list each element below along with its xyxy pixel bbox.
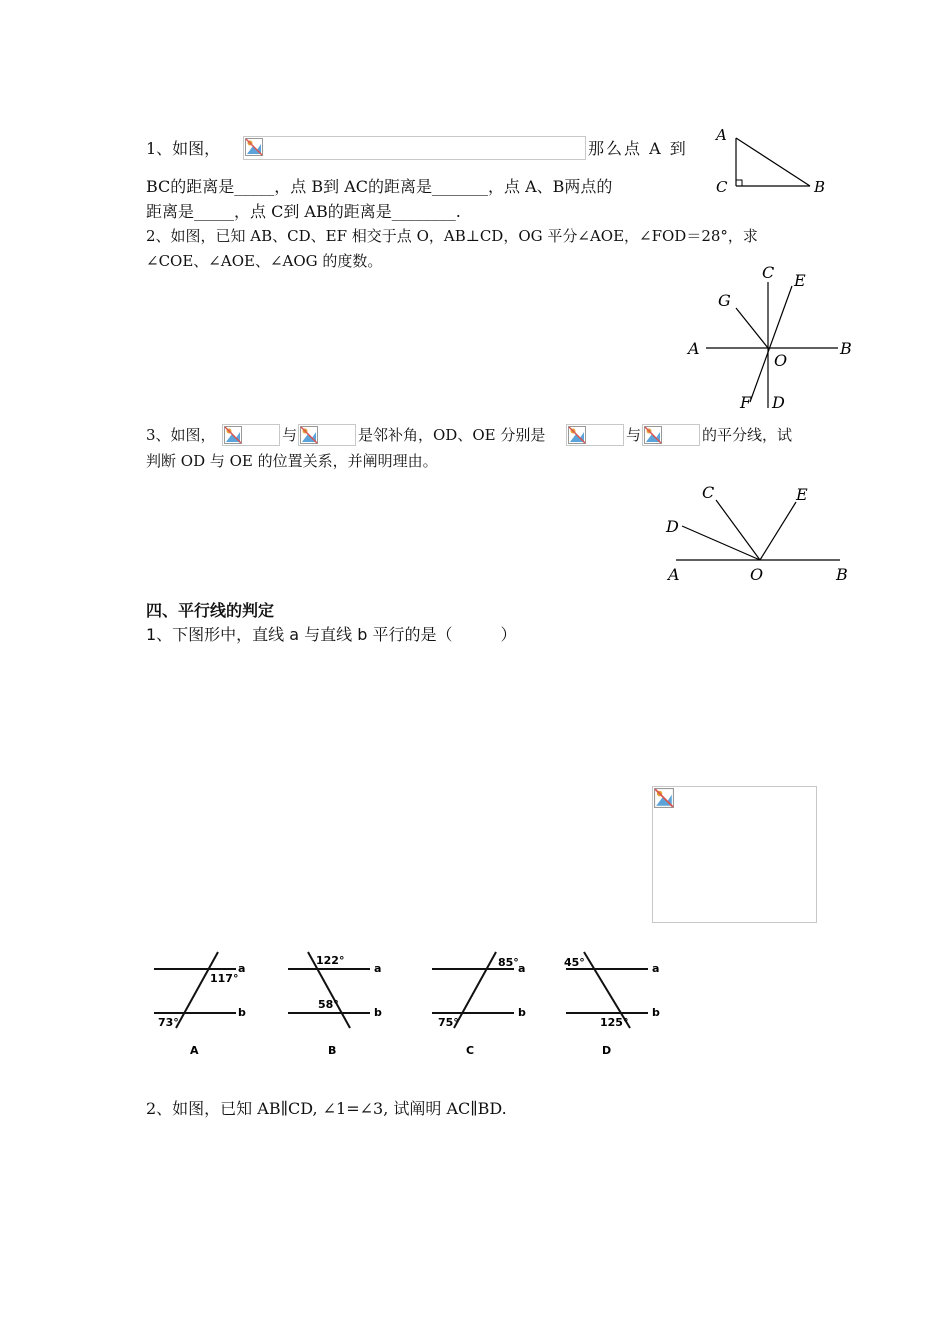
fig2-label-o: O — [774, 351, 788, 370]
section4-q1: 1、下图形中，直线 a 与直线 b 平行的是（ ） — [146, 625, 517, 644]
option-c-figure — [432, 952, 526, 1057]
option-b-line-b: b — [374, 1006, 382, 1019]
fig3-label-e: E — [796, 485, 808, 504]
option-c-line-b: b — [518, 1006, 526, 1019]
option-d-angle2: 125° — [600, 1016, 629, 1029]
option-d-angle1: 45° — [564, 956, 585, 969]
option-a-figure — [154, 952, 246, 1057]
option-c-angle1: 85° — [498, 956, 519, 969]
option-b-angle1: 122° — [316, 954, 345, 967]
option-b-line-a: a — [374, 962, 382, 975]
fig1-label-c: C — [716, 178, 728, 196]
intersecting-lines-figure — [684, 262, 860, 414]
supplementary-angles-figure — [660, 480, 860, 586]
broken-image-icon — [224, 426, 242, 444]
option-d-line-b: b — [652, 1006, 660, 1019]
parallel-lines-options-figure — [148, 948, 678, 1064]
q3-mid: 是邻补角，OD、OE 分别是 — [358, 426, 546, 444]
fig2-label-a: A — [688, 339, 700, 358]
option-c-letter: C — [466, 1044, 475, 1057]
fig2-label-d: D — [772, 393, 785, 412]
q3-line2: 判断 OD 与 OE 的位置关系，并阐明理由。 — [146, 452, 438, 470]
right-triangle-figure — [706, 124, 836, 196]
option-d-letter: D — [602, 1044, 612, 1057]
q3-suffix: 的平分线，试 — [702, 426, 793, 444]
q1-line3: 距离是_____，点 C到 AB的距离是________. — [146, 202, 461, 221]
broken-image-placeholder — [243, 136, 586, 160]
angle-image-placeholder-2 — [298, 424, 356, 446]
broken-image-icon — [644, 426, 662, 444]
option-c-line-a: a — [518, 962, 526, 975]
option-a-letter: A — [190, 1044, 199, 1057]
q3-prefix: 3、如图， — [146, 426, 216, 444]
section4-heading: 四、平行线的判定 — [146, 601, 275, 620]
angle-image-placeholder-3 — [566, 424, 624, 446]
option-c-angle2: 75° — [438, 1016, 459, 1029]
option-b-angle2: 58° — [318, 998, 339, 1011]
angle-image-placeholder-1 — [222, 424, 280, 446]
broken-image-icon — [654, 788, 674, 808]
section4-q2: 2、如图，已知 AB∥CD, ∠1=∠3, 试阐明 AC∥BD. — [146, 1099, 507, 1118]
fig3-label-b: B — [836, 565, 848, 584]
option-a-angle2: 73° — [158, 1016, 179, 1029]
fig3-label-c: C — [702, 483, 715, 502]
fig2-label-f: F — [740, 393, 752, 412]
fig2-label-e: E — [794, 271, 806, 290]
option-a-line-a: a — [238, 962, 246, 975]
fig3-label-o: O — [750, 565, 764, 584]
broken-image-icon — [568, 426, 586, 444]
q2-line1: 2、如图，已知 AB、CD、EF 相交于点 O，AB⊥CD，OG 平分∠AOE，∠FOD＝28°，求 — [146, 227, 758, 245]
option-d-figure — [564, 952, 660, 1057]
option-b-letter: B — [328, 1044, 337, 1057]
large-image-placeholder — [652, 786, 817, 923]
option-d-line-a: a — [652, 962, 660, 975]
fig2-label-b: B — [840, 339, 852, 358]
fig3-label-a: A — [668, 565, 680, 584]
fig2-label-g: G — [718, 291, 731, 310]
option-b-figure — [288, 952, 382, 1057]
angle-image-placeholder-4 — [642, 424, 700, 446]
fig1-label-b: B — [814, 178, 826, 196]
option-a-line-b: b — [238, 1006, 246, 1019]
option-a-angle1: 117° — [210, 972, 239, 985]
fig1-label-a: A — [716, 126, 727, 144]
q1-line1-suffix: 那么点 A 到 — [588, 139, 688, 158]
q3-and2: 与 — [626, 426, 642, 444]
fig3-label-d: D — [666, 517, 679, 536]
q1-line1-prefix: 1、如图， — [146, 139, 221, 158]
q1-line2: BC的距离是_____，点 B到 AC的距离是_______，点 A、B两点的 — [146, 177, 613, 196]
broken-image-icon — [245, 138, 263, 156]
q3-and1: 与 — [282, 426, 298, 444]
q2-line2: ∠COE、∠AOE、∠AOG 的度数。 — [146, 252, 383, 270]
broken-image-icon — [300, 426, 318, 444]
fig2-label-c: C — [762, 263, 775, 282]
